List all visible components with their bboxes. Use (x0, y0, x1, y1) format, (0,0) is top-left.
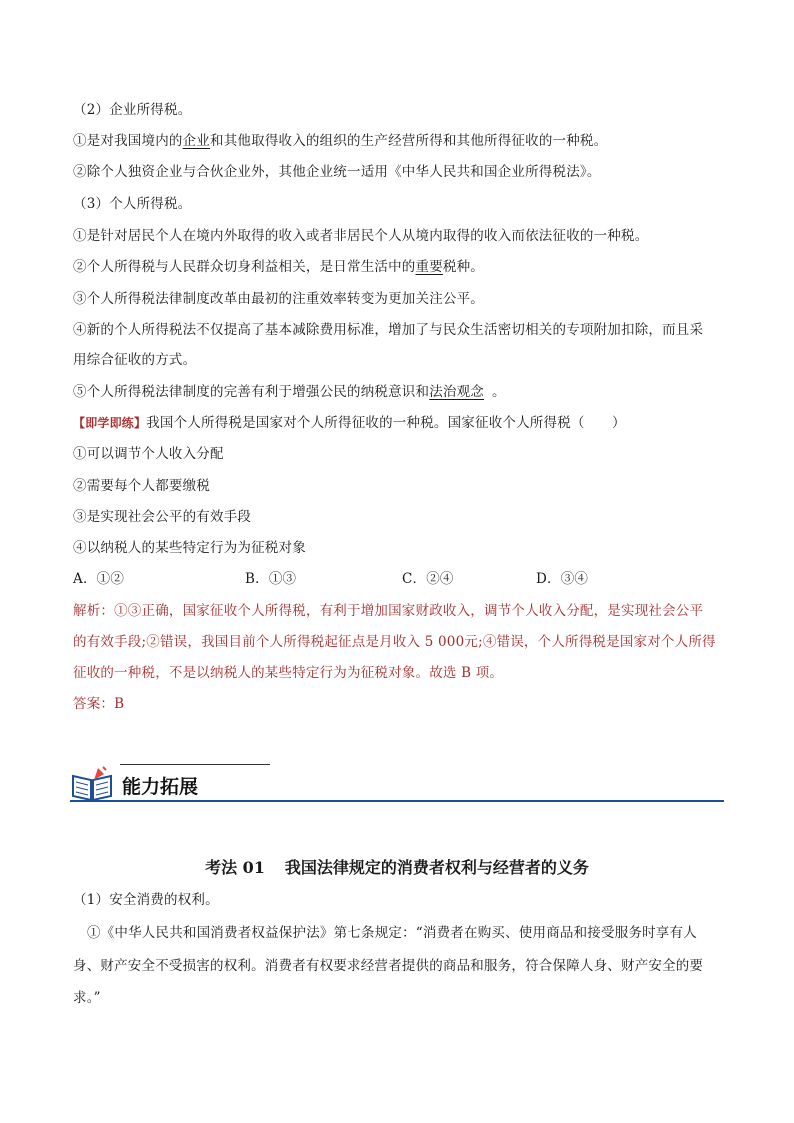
topic-heading (0, 855, 794, 878)
paragraph-personal-tax-2: ②个人所得税与人民群众切身利益相关，是日常生活中的重要税种。 (73, 259, 485, 275)
analysis-line: 解析：①③正确，国家征收个人所得税，有利于增加国家财政收入，调节个人收入分配，是实现社会公平 (73, 603, 704, 619)
heading-personal-tax: （3）个人所得税。 (73, 196, 192, 212)
answer-line: 答案：B (73, 696, 125, 712)
option-b: B．①③ (245, 571, 297, 587)
paragraph-enterprise-tax-1: ①是对我国境内的企业和其他取得收入的组织的生产经营所得和其他所得征收的一种税。 (73, 133, 608, 149)
section-header (70, 760, 724, 802)
topic-number: 考法 01 (205, 858, 265, 877)
question-item: ④以纳税人的某些特定行为为征税对象 (73, 540, 306, 556)
paragraph-law-article: ①《中华人民共和国消费者权益保护法》第七条规定：“消费者在购买、使用商品和接受服务时享有人 (87, 925, 697, 941)
analysis-line: 的有效手段;②错误，我国目前个人所得税起征点是月收入 5 000元;④错误，个人所得税是国家对个人所得 (73, 634, 716, 650)
underlined-term: 法治观念 (429, 384, 485, 400)
question-item: ③是实现社会公平的有效手段 (73, 509, 252, 525)
question-item: ①可以调节个人收入分配 (73, 446, 224, 462)
book-icon (70, 766, 114, 802)
practice-tag: 【即学即练】 (73, 416, 147, 430)
paragraph-enterprise-tax-2: ②除个人独资企业与合伙企业外，其他企业统一适用《中华人民共和国企业所得税法》。 (73, 164, 601, 180)
topic-title: 我国法律规定的消费者权利与经营者的义务 (284, 858, 589, 877)
paragraph-personal-tax-3: ③个人所得税法律制度改革由最初的注重效率转变为更加关注公平。 (73, 291, 484, 307)
paragraph-personal-tax-4a: ④新的个人所得税法不仅提高了基本减除费用标准，增加了与民众生活密切相关的专项附加扣除，而且采 (73, 322, 704, 338)
heading-safe-consumption: （1）安全消费的权利。 (73, 892, 219, 908)
header-top-line (120, 764, 270, 765)
section-title: 能力拓展 (122, 776, 199, 798)
underlined-term: 重要 (415, 259, 443, 275)
option-a: A．①② (73, 571, 125, 587)
option-c: C．②④ (402, 571, 454, 587)
practice-question-stem: 【即学即练】我国个人所得税是国家对个人所得征收的一种税。国家征收个人所得税（ ） (73, 415, 626, 431)
section-rule (70, 800, 724, 802)
paragraph-personal-tax-1: ①是针对居民个人在境内外取得的收入或者非居民个人从境内取得的收入而依法征收的一种税。 (73, 228, 649, 244)
analysis-line: 征收的一种税，不是以纳税人的某些特定行为为征税对象。故选 B 项。 (73, 665, 504, 681)
paragraph-law-article: 求。” (73, 990, 101, 1006)
paragraph-personal-tax-5: ⑤个人所得税法律制度的完善有利于增强公民的纳税意识和法治观念 。 (73, 384, 506, 400)
underlined-term: 企业 (182, 133, 211, 149)
paragraph-law-article: 身、财产安全不受损害的权利。消费者有权要求经营者提供的商品和服务，符合保障人身、财产安全的要 (73, 958, 704, 974)
paragraph-personal-tax-4b: 用综合征收的方式。 (73, 352, 197, 368)
heading-enterprise-tax: （2）企业所得税。 (73, 102, 192, 118)
question-item: ②需要每个人都要缴税 (73, 478, 210, 494)
option-d: D．③④ (536, 571, 589, 587)
